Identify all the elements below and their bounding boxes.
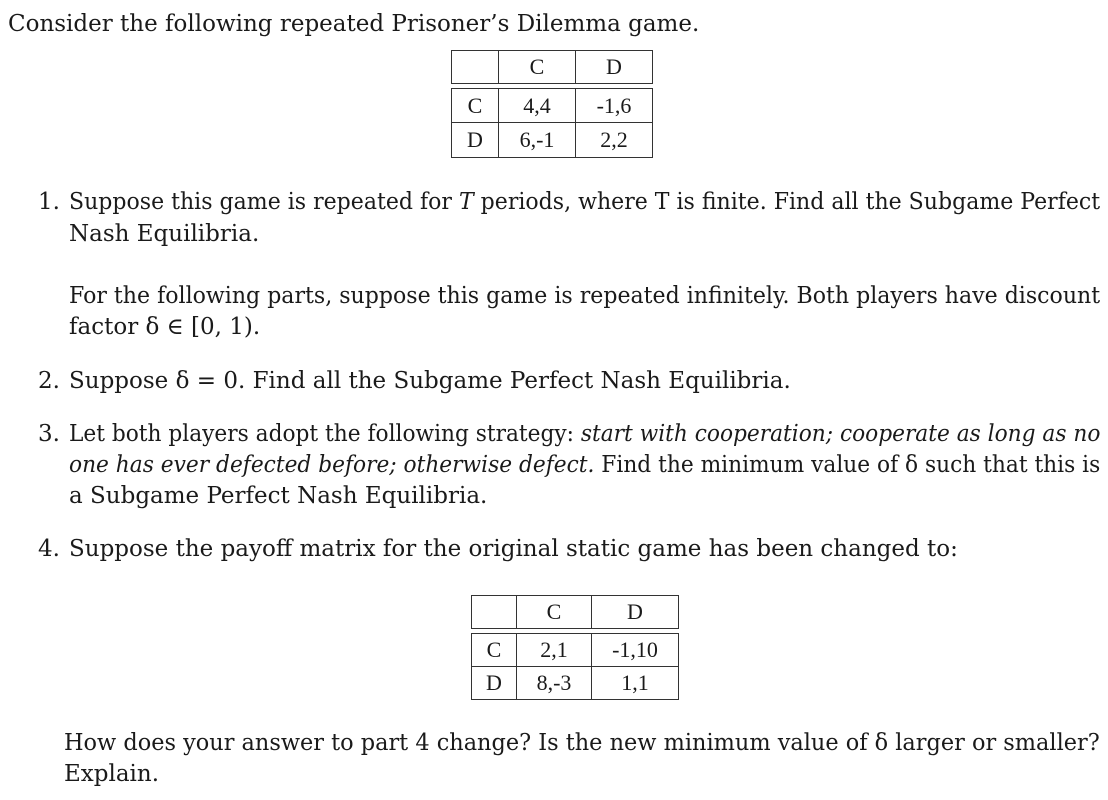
infinite-note-line2: factor δ ∈ [0, 1).: [69, 314, 261, 340]
q3-text-b: Find the minimum value of δ such that this is: [594, 452, 1101, 478]
table2-cell-dd: 1,1: [591, 666, 679, 700]
q3-text-a: Let both players adopt the following strategy:: [69, 421, 581, 447]
q3-strategy-italic-1: start with cooperation; cooperate as long as no: [580, 421, 1101, 447]
cell-cd: -1,6: [575, 88, 653, 123]
q3-line2: [69, 451, 1100, 479]
followup-line1: How does your answer to part 4 change? Is the new minimum value of δ larger or smaller?: [64, 730, 1100, 756]
table2-col-header-c: C: [516, 595, 592, 629]
q1-line1: [69, 188, 1100, 216]
q1-variable-t: T: [458, 189, 474, 215]
q1-text-a: Suppose this game is repeated for: [69, 189, 459, 215]
table2-cell-dc: 8,-3: [516, 666, 592, 700]
table2-row-header-c: C: [471, 633, 517, 667]
followup-line2: Explain.: [64, 761, 160, 787]
q2-text: Suppose δ = 0. Find all the Subgame Perfect Nash Equilibria.: [69, 368, 791, 394]
cell-dd: 2,2: [575, 122, 653, 158]
row-header-d: D: [451, 122, 499, 158]
table2-cell-cc: 2,1: [516, 633, 592, 667]
table2-corner-cell: [471, 595, 517, 629]
cell-cc: 4,4: [498, 88, 576, 123]
intro-text: Consider the following repeated Prisoner’s Dilemma game.: [8, 11, 700, 37]
q1-line2: Nash Equilibria.: [69, 221, 260, 247]
q3-strategy-italic-2: one has ever defected before; otherwise defect.: [69, 452, 595, 478]
q2-number: 2.: [38, 368, 60, 394]
q4-text: Suppose the payoff matrix for the original static game has been changed to:: [69, 536, 958, 562]
q3-number: 3.: [38, 421, 60, 447]
table2-row-header-d: D: [471, 666, 517, 700]
q4-number: 4.: [38, 536, 60, 562]
q3-line1: [69, 420, 1100, 448]
row-header-c: C: [451, 88, 499, 123]
q3-line3: a Subgame Perfect Nash Equilibria.: [69, 483, 488, 509]
table-corner-cell: [451, 50, 499, 84]
cell-dc: 6,-1: [498, 122, 576, 158]
infinite-note-line1: For the following parts, suppose this game is repeated infinitely. Both players have discount: [69, 283, 1101, 309]
q1-text-b: periods, where T is finite. Find all the Subgame Perfect: [473, 189, 1101, 215]
q1-number: 1.: [38, 189, 60, 215]
table2-cell-cd: -1,10: [591, 633, 679, 667]
col-header-c: C: [498, 50, 576, 84]
table2-col-header-d: D: [591, 595, 679, 629]
col-header-d: D: [575, 50, 653, 84]
